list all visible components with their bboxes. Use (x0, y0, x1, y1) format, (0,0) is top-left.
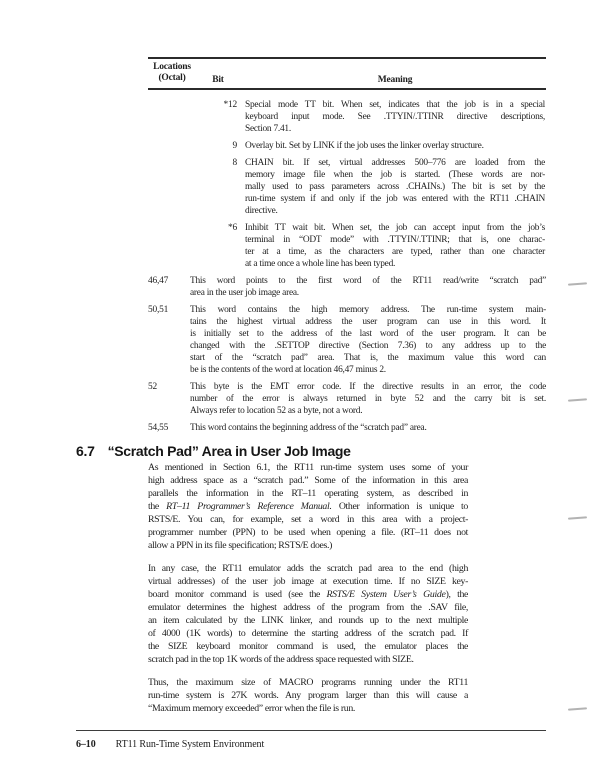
table-body (148, 99, 548, 439)
margin-mark-icon (568, 398, 587, 401)
text-line: is initially set to the address of the last word of the user program. It can be (190, 329, 546, 339)
table-header-locations-line1: Locations (153, 62, 191, 72)
text-line: board monitor command is used (see the RSTS/E System User’s Guide), the (148, 589, 468, 600)
paragraph (148, 461, 468, 552)
table-row (148, 422, 548, 434)
section-heading (76, 443, 351, 459)
text-line: memory image file when the job is started. (These words are nor- (245, 170, 545, 180)
meaning-cell (190, 422, 546, 434)
text-line: run-time system if and only if the job was entered with the RT11 .CHAIN (245, 194, 545, 204)
text-line: This word contains the high memory address. The run-time system main- (190, 305, 546, 315)
page-footer (76, 739, 264, 750)
text-line: changed with the .SETTOP directive (Section 7.36) to any address up to the (190, 341, 546, 351)
table-row (148, 304, 548, 376)
text-line: keyboard input mode. See .TTYIN/.TTINR directive descriptions, (245, 112, 545, 122)
table-row (148, 381, 548, 417)
bit-label: 9 (232, 141, 237, 151)
text-line: allow a PPN in its file specification; RSTS/E does.) (148, 540, 332, 551)
meaning-cell (190, 275, 546, 299)
text-line: RSTS/E. You can, for example, set a word in this area with a project- (148, 514, 468, 525)
margin-mark-icon (568, 282, 587, 285)
text-line: Overlay bit. Set by LINK if the job uses the linker overlay structure. (245, 141, 484, 151)
table-row (148, 99, 548, 135)
body-paragraphs (148, 461, 468, 725)
text-line: This word contains the beginning address of the “scratch pad” area. (190, 423, 427, 433)
text-line: As mentioned in Section 6.1, the RT11 run-time system uses some of your (148, 462, 468, 473)
location-label: 54,55 (148, 423, 169, 433)
bit-label: *12 (223, 100, 237, 110)
footer-rule (76, 730, 546, 731)
text-line: number of the error is always returned in byte 52 and the carry bit is set. (190, 394, 546, 404)
paragraph (148, 562, 468, 666)
table-header-meaning: Meaning (377, 75, 413, 85)
table-row (148, 140, 548, 152)
meaning-cell (245, 99, 545, 135)
table-header-locations-line2: (Octal) (158, 73, 186, 83)
text-line: This word points to the first word of the RT11 read/write “scratch pad” (190, 276, 546, 286)
bit-label: 8 (232, 158, 237, 168)
text-line: emulator determines the highest address of the program from the .SAV file, (148, 602, 468, 613)
text-line: parallels the information in the RT–11 operating system, as described in (148, 488, 468, 499)
text-line: terminal in “ODT mode” with .TTYIN/.TTINR; that is, one charac- (245, 235, 545, 245)
meaning-cell (245, 140, 545, 152)
text-line: virtual addresses) of the user job image at execution time. If no SIZE key- (148, 576, 468, 587)
text-line: “Maximum memory exceeded” error when the file is run. (148, 703, 355, 714)
text-line: directive. (245, 206, 278, 216)
text-line: Always refer to location 52 as a byte, not a word. (190, 406, 363, 416)
text-line: This byte is the EMT error code. If the directive results in an error, the code (190, 382, 546, 392)
margin-mark-icon (568, 516, 587, 519)
text-line: run-time system is 27K words. Any program larger than this will cause a (148, 690, 468, 701)
paragraph (148, 676, 468, 715)
section-title: “Scratch Pad” Area in User Job Image (107, 443, 351, 459)
table-header-rule (148, 88, 546, 90)
table-row (148, 222, 548, 270)
table-header-locations (142, 62, 202, 84)
text-line: the RT–11 Programmer’s Reference Manual. Other information is unique to (148, 501, 468, 512)
meaning-cell (190, 381, 546, 417)
text-line: high address space as a “scratch pad.” Some of the information in this area (148, 475, 468, 486)
text-line: the SIZE keyboard monitor command is used, the emulator places the (148, 641, 468, 652)
table-row (148, 275, 548, 299)
location-label: 52 (148, 382, 157, 392)
table-header-bit: Bit (212, 75, 224, 85)
meaning-cell (245, 157, 545, 217)
text-line: CHAIN bit. If set, virtual addresses 500–776 are loaded from the (245, 158, 545, 168)
text-line: start of the “scratch pad” area. That is, the maximum value this word can (190, 353, 546, 363)
text-line: Section 7.41. (245, 124, 291, 134)
text-line: ter at a time, as the characters are typed, rather than one character (245, 247, 545, 257)
text-line: scratch pad in the top 1K words of the address space requested with SIZE. (148, 654, 414, 665)
text-line: of 4000 (1K words) to determine the starting address of the scratch pad. If (148, 628, 468, 639)
bit-label: *6 (228, 223, 237, 233)
text-line: at a time once a whole line has been typed. (245, 259, 396, 269)
footer-page-number: 6–10 (76, 739, 96, 750)
text-line: Special mode TT bit. When set, indicates that the job is in a special (245, 100, 545, 110)
location-label: 46,47 (148, 276, 169, 286)
text-line: mally used to pass parameters across .CHAINs.) The bit is set by the (245, 182, 545, 192)
table-top-rule (148, 57, 546, 59)
text-line: tains the highest virtual address the user program can use in this word. It (190, 317, 546, 327)
footer-title: RT11 Run-Time System Environment (115, 739, 265, 750)
text-line: Inhibit TT wait bit. When set, the job can accept input from the job’s (245, 223, 545, 233)
text-line: programmer number (PPN) to be used when opening a file. (RT–11 does not (148, 527, 468, 538)
meaning-cell (245, 222, 545, 270)
section-number: 6.7 (76, 443, 95, 459)
text-line: In any case, the RT11 emulator adds the scratch pad area to the end (high (148, 563, 468, 574)
text-line: Thus, the maximum size of MACRO programs running under the RT11 (148, 677, 468, 688)
text-line: an item calculated by the LINK linker, and rounds up to the next multiple (148, 615, 468, 626)
table-row (148, 157, 548, 217)
text-line: area in the user job image area. (190, 288, 299, 298)
margin-mark-icon (568, 707, 587, 710)
meaning-cell (190, 304, 546, 376)
text-line: be is the contents of the word at location 46,47 minus 2. (190, 365, 386, 375)
location-label: 50,51 (148, 305, 169, 315)
